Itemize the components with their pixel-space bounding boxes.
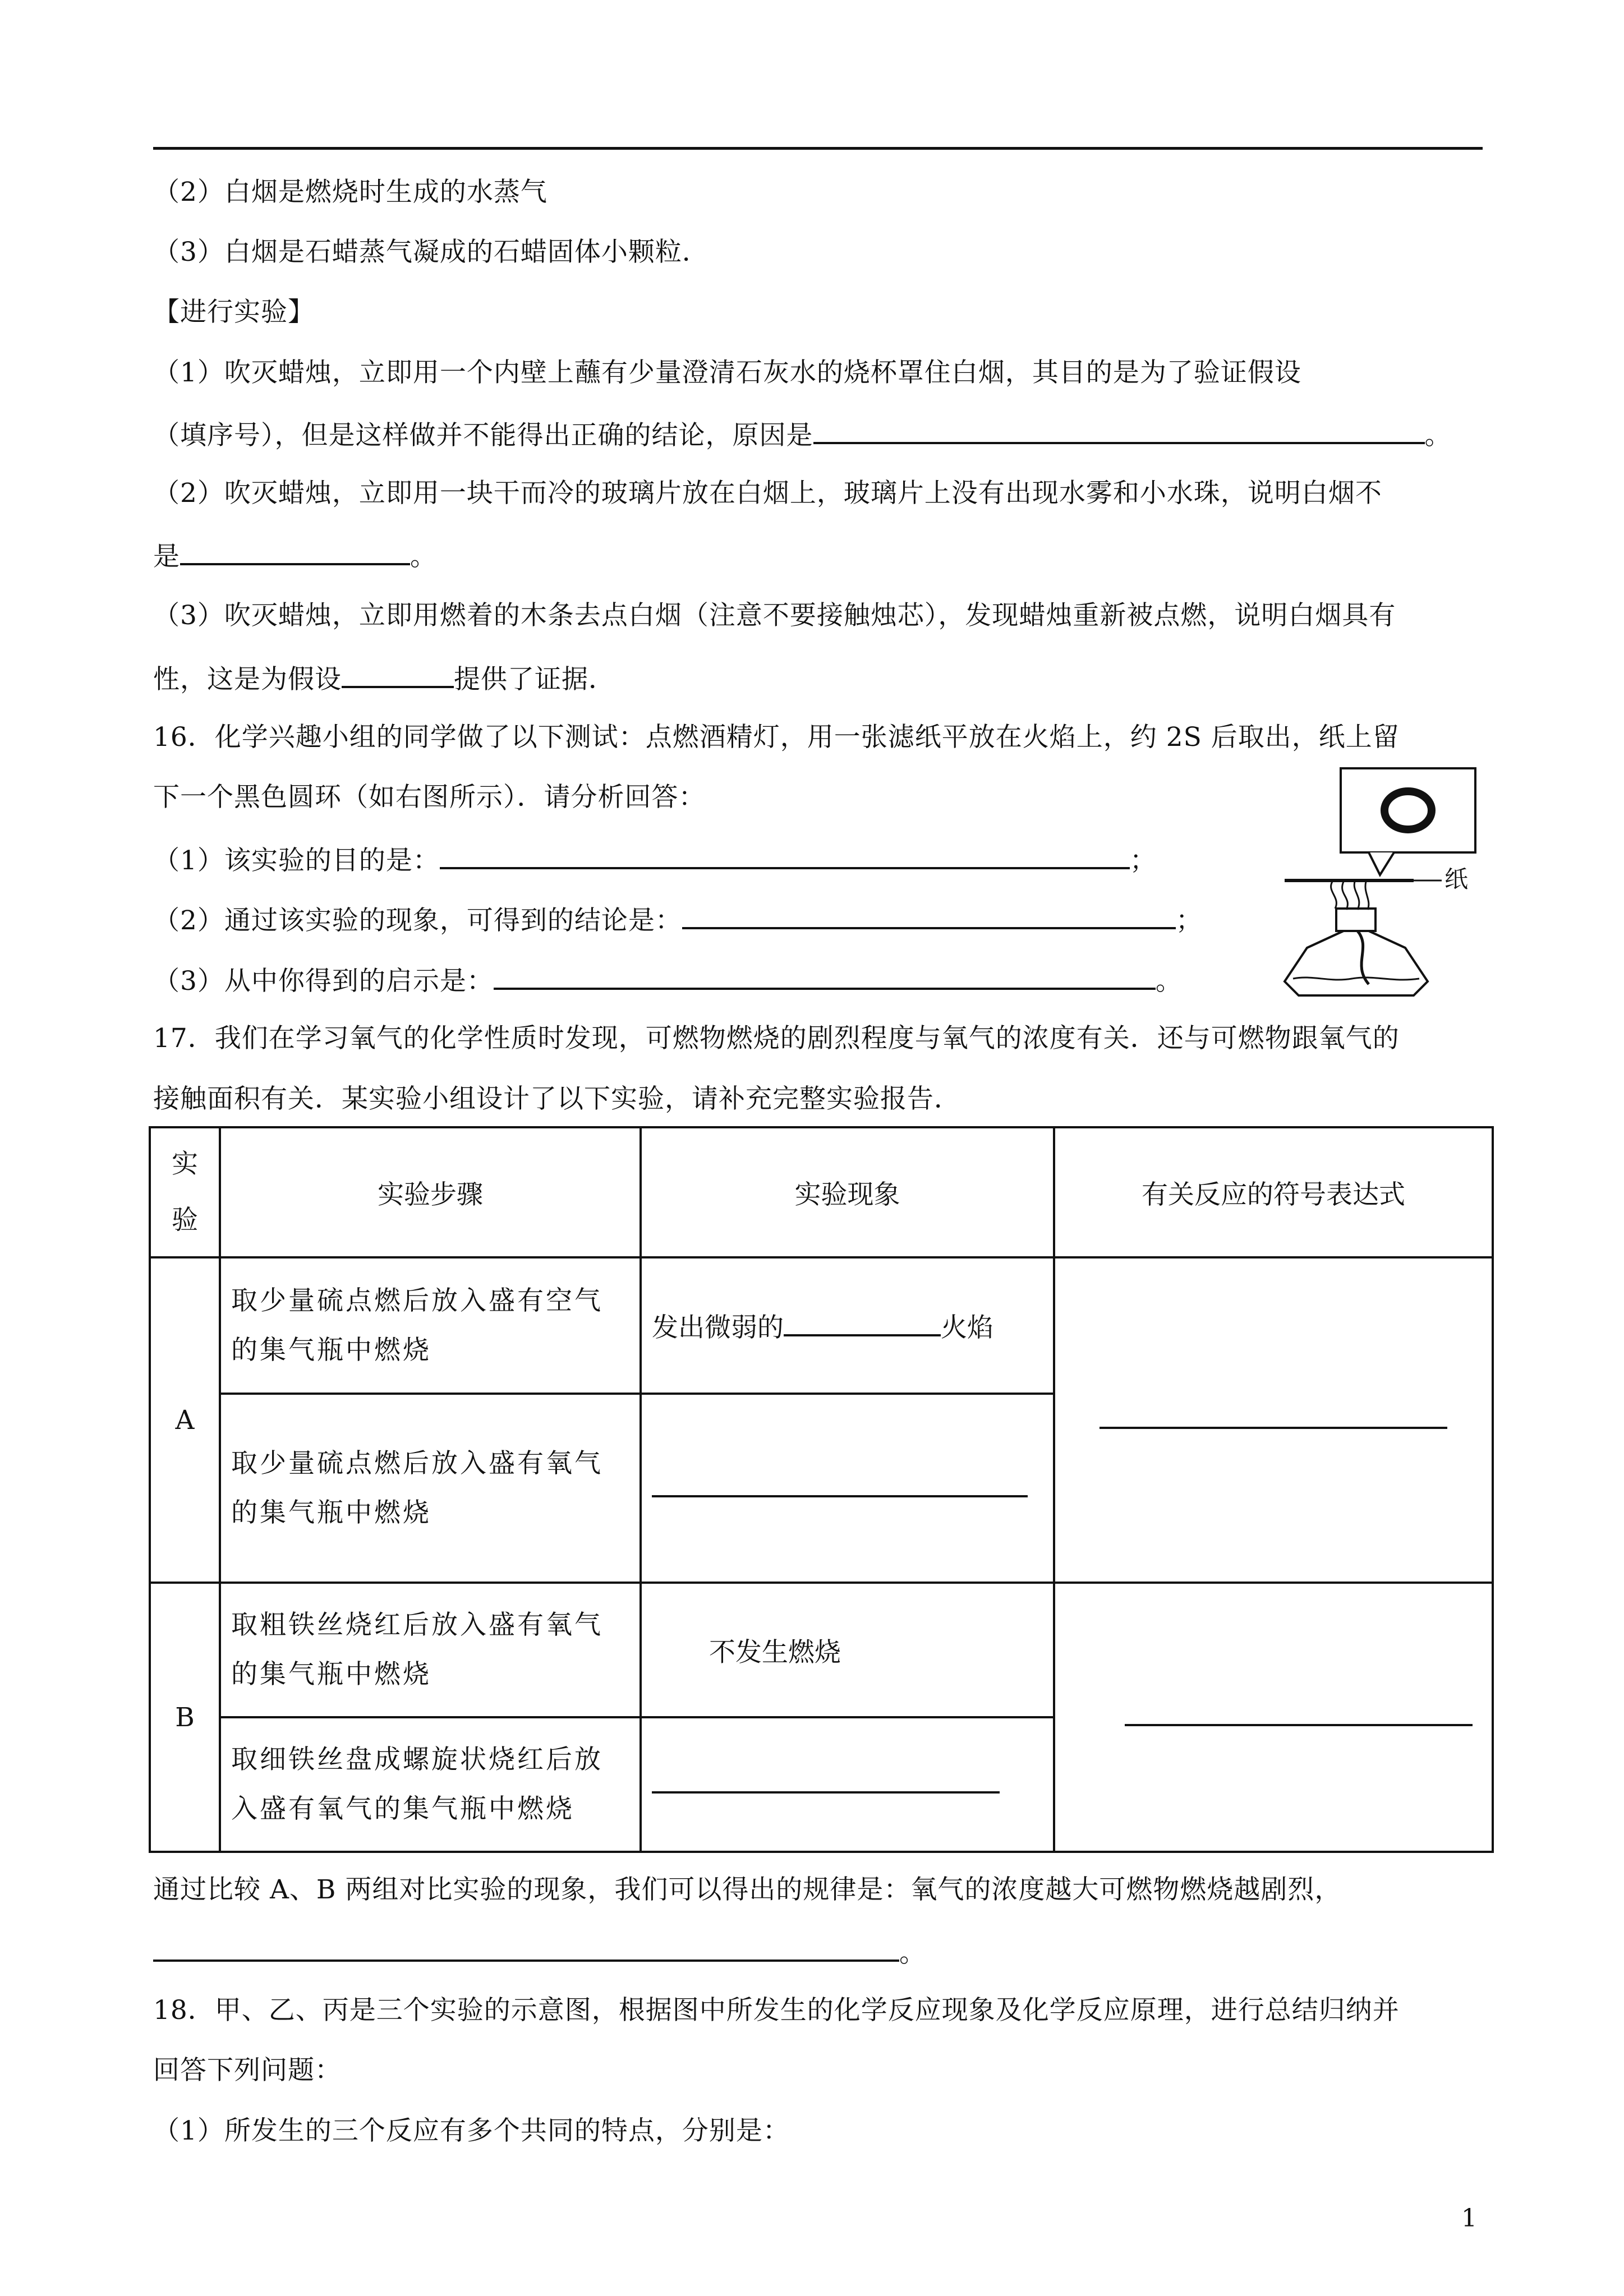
- step-cell: [220, 1257, 641, 1394]
- text: （2）白烟是燃烧时生成的水蒸气: [153, 177, 548, 208]
- q17-line-1: [153, 1022, 1400, 1055]
- text: 17．我们在学习氧气的化学性质时发现，可燃物燃烧的剧烈程度与氧气的浓度有关．还与可燃物跟氧气的: [153, 1023, 1400, 1054]
- text: 火焰: [941, 1312, 993, 1343]
- text: 取细铁丝盘成螺旋状烧红后放: [231, 1744, 603, 1775]
- text: 提供了证据．: [454, 664, 615, 695]
- text: 取少量硫点燃后放入盛有氧气: [231, 1447, 603, 1479]
- step-cell: [220, 1394, 641, 1583]
- equation-cell: [1054, 1257, 1493, 1583]
- answer-blank[interactable]: [1099, 1404, 1447, 1429]
- text: 不发生燃烧: [709, 1636, 841, 1668]
- q17-conclusion-2: [153, 1934, 926, 1970]
- alcohol-surface: [1293, 978, 1419, 980]
- text: 16．化学兴趣小组的同学做了以下测试：点燃酒精灯，用一张滤纸平放在火焰上，约 2S 后取出，纸上留: [153, 722, 1400, 753]
- q16-part-3: [153, 962, 1183, 998]
- text: 回答下列问题：: [153, 2055, 342, 2086]
- answer-blank[interactable]: [652, 1769, 1000, 1794]
- text: 的集气瓶中燃烧: [231, 1334, 431, 1366]
- exp-1-line-1: [153, 356, 1301, 390]
- text: 接触面积有关．某实验小组设计了以下实验，请补充完整实验报告．: [153, 1084, 961, 1114]
- text: （3）白烟是石蜡蒸气凝成的石蜡固体小颗粒．: [153, 237, 709, 268]
- q18-line-1: [153, 1994, 1400, 2027]
- q18-part-1: [153, 2114, 790, 2148]
- equation-cell: [1054, 1583, 1493, 1852]
- callout-pointer: [1369, 852, 1394, 875]
- callout-box: [1341, 768, 1475, 852]
- header-rule: [153, 147, 1483, 150]
- text: 下一个黑色圆环（如右图所示）．请分析回答：: [153, 782, 706, 813]
- text: 18．甲、乙、丙是三个实验的示意图，根据图中所发生的化学反应现象及化学反应原理，进行总结归纳并: [153, 1995, 1400, 2026]
- text: 发出微弱的: [652, 1312, 784, 1343]
- lamp-body: [1285, 931, 1428, 995]
- black-ring-icon: [1384, 791, 1432, 829]
- q16-line-1: [153, 721, 1400, 754]
- exp-2-line-2: [153, 537, 437, 574]
- q16-part-1: [153, 841, 1157, 878]
- observation-cell: [641, 1583, 1054, 1717]
- alcohol-lamp-figure: [1273, 763, 1487, 998]
- text: 。: [1155, 966, 1183, 997]
- q16-part-2: [153, 901, 1203, 938]
- answer-blank[interactable]: [813, 416, 1425, 444]
- header-observations: 实验现象: [641, 1127, 1054, 1257]
- hypothesis-2: [153, 176, 548, 209]
- text: 。: [899, 1938, 926, 1968]
- flame-icon: [1331, 882, 1369, 910]
- text: 验: [172, 1205, 198, 1235]
- answer-blank[interactable]: [652, 1473, 1028, 1497]
- answer-blank[interactable]: [153, 1934, 899, 1962]
- text: 的集气瓶中燃烧: [231, 1497, 431, 1528]
- section-heading: [153, 296, 315, 329]
- text: （2）通过该实验的现象，可得到的结论是：: [153, 905, 682, 936]
- answer-blank[interactable]: [784, 1312, 941, 1336]
- lamp-cap: [1336, 909, 1375, 931]
- text: ；: [1175, 905, 1203, 936]
- page-number: 1: [1461, 2204, 1477, 2233]
- text: 取少量硫点燃后放入盛有空气: [231, 1285, 603, 1316]
- text: 性，这是为假设: [153, 664, 342, 695]
- header-experiment: [150, 1127, 220, 1257]
- text: （3）吹灭蜡烛，立即用燃着的木条去点白烟（注意不要接触烛芯），发现蜡烛重新被点燃，说明白烟具有: [153, 600, 1396, 631]
- answer-blank[interactable]: [682, 901, 1176, 929]
- text: （填序号），但是这样做并不能得出正确的结论，原因是: [153, 420, 813, 451]
- table-row: [150, 1583, 1493, 1717]
- text: 取粗铁丝烧红后放入盛有氧气: [231, 1610, 603, 1640]
- observation-cell: [641, 1717, 1054, 1852]
- wick: [1358, 931, 1369, 984]
- answer-blank[interactable]: [440, 841, 1130, 869]
- answer-blank[interactable]: [1125, 1702, 1473, 1726]
- text: 是: [153, 541, 180, 572]
- hypothesis-3: [153, 236, 709, 269]
- exp-2-line-1: [153, 477, 1382, 510]
- text: 。: [410, 541, 437, 572]
- q17-line-2: [153, 1082, 961, 1116]
- text: 通过比较 A、B 两组对比实验的现象，我们可以得出的规律是：氧气的浓度越大可燃物燃烧越剧烈，: [153, 1874, 1342, 1905]
- table-header-row: [150, 1127, 1493, 1257]
- group-b-label: B: [150, 1583, 220, 1852]
- text: （1）该实验的目的是：: [153, 845, 440, 876]
- experiment-report-table: [149, 1126, 1494, 1853]
- exp-1-line-2: [153, 416, 1452, 453]
- answer-blank[interactable]: [180, 537, 410, 565]
- group-a-label: A: [150, 1257, 220, 1583]
- q17-conclusion-1: [153, 1873, 1341, 1907]
- q16-line-2: [153, 781, 706, 814]
- text: 入盛有氧气的集气瓶中燃烧: [231, 1794, 574, 1824]
- text: （1）所发生的三个反应有多个共同的特点，分别是：: [153, 2115, 790, 2146]
- text: （1）吹灭蜡烛，立即用一个内壁上蘸有少量澄清石灰水的烧杯罩住白烟，其目的是为了验证假设: [153, 357, 1301, 388]
- text: 实: [172, 1149, 198, 1179]
- table-row: [150, 1257, 1493, 1394]
- exp-3-line-1: [153, 599, 1396, 633]
- answer-blank[interactable]: [342, 660, 454, 688]
- exp-3-line-2: [153, 660, 615, 697]
- text: （3）从中你得到的启示是：: [153, 966, 494, 997]
- answer-blank[interactable]: [494, 962, 1156, 990]
- text: ；: [1129, 845, 1157, 876]
- header-equation: 有关反应的符号表达式: [1054, 1127, 1493, 1257]
- text: 。: [1424, 420, 1452, 451]
- step-cell: [220, 1717, 641, 1852]
- observation-cell: [641, 1394, 1054, 1583]
- paper-label: 纸: [1444, 865, 1469, 893]
- text: （2）吹灭蜡烛，立即用一块干而冷的玻璃片放在白烟上，玻璃片上没有出现水雾和小水珠，说明白烟不: [153, 478, 1382, 509]
- header-steps: 实验步骤: [220, 1127, 641, 1257]
- q18-line-2: [153, 2054, 342, 2087]
- text: 【进行实验】: [153, 297, 315, 328]
- text: 的集气瓶中燃烧: [231, 1659, 431, 1690]
- observation-cell: [641, 1257, 1054, 1394]
- step-cell: [220, 1583, 641, 1717]
